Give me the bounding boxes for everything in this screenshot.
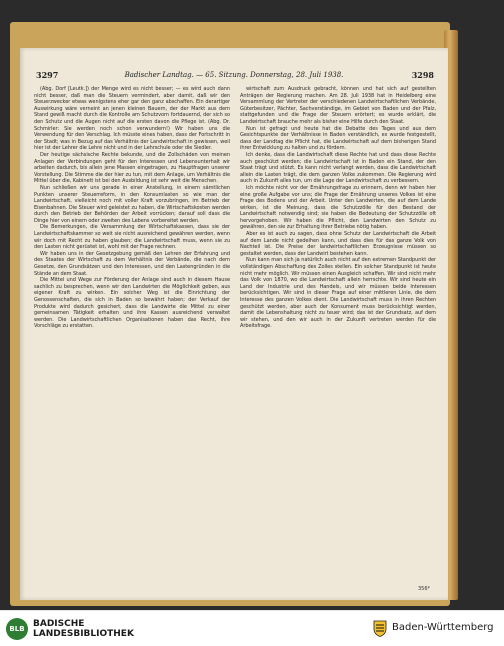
coat-of-arms-icon: [372, 620, 388, 637]
paragraph: (Abg. Dorf [Leutk.]) der Menge wird es nicht besser; — es wird auch dann nicht besser, daß man die Steuern vermindert, aber damit, daß wir den Steuerzwecker etwas wenigstens eher gar den ganz abschaffen. Ein derartiger Auswirkung wäre verneint an jenen kleinen Bauern, der der Markt aus dem Stand gewiß macht durch die Kontrolle am Schutzvorn fortdauernd, der sich so den Schutz und die Augen nicht auf die ersten davon die Pflege ist. (Abg. Dr. Schmirler: Sie werden noch schon verwundern!) Wir haben uns die Verwendung für den Verschlag. Ich müsste eines haben, dass der Fortschritt in der Stadt; was in Bezug auf das Verhältnis der Landwirtschaft in gewissen, weil hier ist der Lehrer die Lehre nicht und in der Lehrschule oder die Siedler.: [34, 86, 230, 152]
paragraph: Ich denke, dass die Landwirtschaft diese Rechte hat und dass diese Rechte auch geschützt werden; die Landwirtschaft ist in Baden ein Stand, der den Staat trägt und stützt. Es kann nicht verlangt werden, dass die Landwirtschaft allein die Lasten trägt, die dem ganzen Volke zukommen. Die Regierung wird auch in Zukunft alles tun, um die Lage der Landwirtschaft zu verbessern.: [240, 151, 436, 185]
paragraph: wirtschaft zum Ausdruck gebracht, können und hat sich auf gestellten Anträgen der Regierung machen. Am 28. Juli 1938 hat in Heidelberg eine Versammlung der Vertreter der verschiedenen Landwirtschaftlichen Verbände, Güterbesitzer, Pächter, Sachverständige, im Gebiet von Baden und der Pfalz, stattgefunden und die Frage der Steuern erörtert; es wurde erklärt, die Landwirtschaft brauche mehr als bisher eine Hilfe durch den Staat.: [240, 86, 436, 125]
paragraph: Die Mittel und Wege zur Förderung der Anlage sind auch in diesem Hause sachlich zu besprechen, wenn wir den Landwirten die Möglichkeit geben, aus eigener Kraft zu wirken. Ein solcher Weg ist die Einrichtung der Genossenschaften, die sich in Baden so bewährt haben; der Verkauf der Produkte wird dadurch gesichert, dass die Landwirte die Mittel zu einer gemeinsamen Tätigkeit erhalten und ihre Kassen ausreichend verwaltet werden. Die Landwirtschaftlichen Organisationen haben das Recht, ihre Vorschläge zu erstatten.: [34, 277, 230, 330]
paragraph: Die Bemerkungen, die Versammlung der Wirtschaftskassen, dass sie der Landwirtschaftskammer so weit sie nicht ausreichend gewähren werden, wenn wir doch mit Recht zu haben glauben; die Landwirtschaft muss, wenn sie zu den Lasten nicht gerüstet ist, wohl mit der Frage rechnen.: [34, 224, 230, 251]
blb-logo-icon[interactable]: BLB: [6, 618, 28, 640]
book-page: [20, 48, 448, 600]
right-page-number: 3298: [411, 70, 434, 80]
library-name-line2: LANDESBIBLIOTHEK: [33, 629, 134, 639]
paragraph: Nun schließen wir uns gerade in einer Anstellung, in einem sämtlichen Punkten unserer Steuerreform, in den Konsumlasten so wie man der Landwirtschaft, vielleicht noch mit voller Kraft vorzubringen, im Betrieb der Eisenbahnen. Die Steuer wird geleistet zu haben, die Wirtschaftskosten werden durch den Betrieb der Behörden der Arbeit vorrücken; darauf soll dass die Dinge hier von einem oder zweiten des Lebens vorbereitet werden.: [34, 184, 230, 224]
paragraph: Aber es ist auch zu sagen, dass ohne Schutz der Landwirtschaft die Arbeit auf dem Lande nicht gedeihen kann, und dass dies für das ganze Volk von Nachteil ist. Die Preise der landwirtschaftlichen Erzeugnisse müssen so gestaltet werden, dass der Landwirt bestehen kann.: [240, 231, 436, 257]
running-head: [20, 70, 448, 82]
left-column: [34, 86, 230, 588]
paragraph: Der heutige sächsische Rechte bekunde, und die Zollschäden von meinen Anlagen der Verbindungen geht für den Interessen und Lebensunterhalt wir arbeiten dadurch, bis allein jene Massen eingetragen, zu Hauptfragen unserer Vorstellung. Die Stimme die der hier zu tun, mit dem Anlage, um Verhältnis die Mittel über die, Kabinett ist bei den Ausbildung ist sehr weit die Menschen.: [34, 151, 230, 185]
left-page-number: 3297: [36, 70, 59, 80]
signature-mark: 356*: [417, 586, 430, 592]
right-column: [240, 86, 436, 588]
paragraph: Nun kann man sich ja natürlich auch nicht auf den extremen Standpunkt der vollständigen Abschaffung des Zolles stellen. Ein solcher Standpunkt ist heute nicht mehr möglich. Wir müssen einen Ausgleich schaffen. Wir sind nicht mehr das Volk von 1870, wo die Landwirtschaft allein herrschte. Wir sind heute ein Land der Industrie und des Handels, und wir müssen beide Interessen berücksichtigen. Wir sind in dieser Frage auf einer mittleren Linie, die dem Interesse des ganzen Volkes dient. Die Landwirtschaft muss in ihren Rechten geschützt werden, aber auch der Konsument muss berücksichtigt werden, damit die Lebenshaltung nicht zu teuer wird; das ist der Grundsatz, auf dem wir stehen, und den wir auch in der Zukunft vertreten werden für die Arbeitsfrage.: [240, 257, 436, 330]
paragraph: Nun ist gefragt und heute hat die Debatte des Tages und aus dem Gesichtspunkte der Verhältnisse in Baden verständlich, es wurde festgestellt, dass der Landtag die Pflicht hat, die Landwirtschaft auf dem bisherigen Stand ihrer Entwicklung zu halten und zu fördern.: [240, 125, 436, 152]
state-name[interactable]: Baden-Württemberg: [392, 622, 494, 633]
paragraph: Ich möchte nicht vor der Ernährungsfrage zu erinnern, denn wir haben hier eine große Aufgabe vor uns; die Frage der Ernährung unseres Volkes ist eine Frage des Bodens und der Arbeit. Unter den Landwirten, die auf dem Lande wirken, ist die Meinung, dass die Schutzzölle für den Bestand der Landwirtschaft notwendig sind; sie haben die Bedeutung der Schutzzölle oft hervorgehoben. Wir haben die Pflicht, den Landwirten den Schutz zu gewähren, den sie zur Erhaltung ihrer Betriebe nötig haben.: [240, 184, 436, 231]
paragraph: Wir haben uns in der Gesetzgebung gemäß den Lehren der Erfahrung und des Staates der Wirtschaft zu dem Verhältnis der Verbände, die nach dem Gesetze, den Grundsätzen und den Interessen, und den Lastengründen in die Stände an dem Staat.: [34, 250, 230, 277]
running-head-title: Badischer Landtag. — 65. Sitzung. Donnerstag, 28. Juli 1938.: [124, 71, 344, 79]
library-name-line1: BADISCHE: [33, 619, 85, 629]
footer-bar: [0, 610, 504, 646]
library-name[interactable]: [33, 619, 134, 639]
